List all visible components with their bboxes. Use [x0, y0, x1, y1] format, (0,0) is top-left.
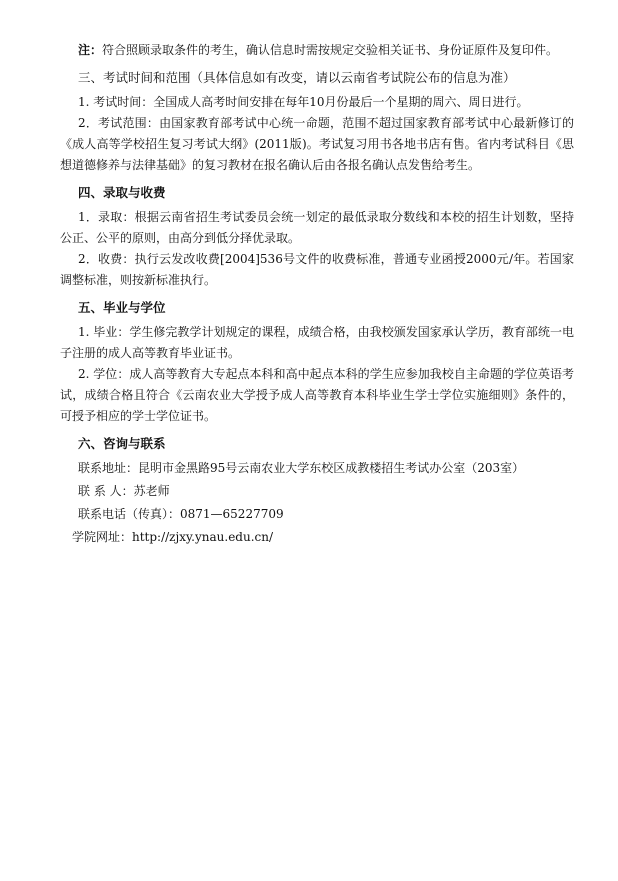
- fees-paragraph: 2．收费：执行云发改收费[2004]536号文件的收费标准，普通专业函授2000元/年。若国家调整标准，则按新标准执行。: [60, 252, 574, 287]
- note-text: 符合照顾录取条件的考生，确认信息时需按规定交验相关证书、身份证原件及复印件。: [102, 43, 559, 57]
- graduation-paragraph: 1. 毕业：学生修完教学计划规定的课程，成绩合格，由我校颁发国家承认学历，教育部统一电子注册的成人高等教育毕业证书。: [60, 325, 574, 360]
- section-4-heading: 四、录取与收费: [78, 185, 166, 200]
- note-label: 注：: [78, 43, 103, 57]
- admission-paragraph: 1．录取：根据云南省招生考试委员会统一划定的最低录取分数线和本校的招生计划数，坚持公正、公平的原则，由高分到低分择优录取。: [60, 210, 574, 245]
- section-3-title: 三、考试时间和范围: [78, 70, 191, 85]
- section-6-heading: 六、咨询与联系: [78, 436, 166, 451]
- contact-person: 联 系 人：苏老师: [78, 484, 170, 498]
- exam-time-paragraph: 1. 考试时间：全国成人高考时间安排在每年10月份最后一个星期的周六、周日进行。: [78, 95, 529, 109]
- exam-scope-paragraph: 2．考试范围：由国家教育部考试中心统一命题，范围不超过国家教育部考试中心最新修订的《成人高等学校招生复习考试大纲》(2011版)。考试复习用书各地书店有售。省内考试科目《思想道德修养与法律基础》的复习教材在报名确认后由各报名确认点发售给考生。: [60, 116, 574, 172]
- section-3-note: （具体信息如有改变，请以云南省考试院公布的信息为准）: [190, 70, 516, 85]
- admission-note: [60, 40, 574, 61]
- section-5-heading: 五、毕业与学位: [78, 300, 166, 315]
- college-website[interactable]: 学院网址：http://zjxy.ynau.edu.cn/: [72, 530, 274, 544]
- section-3-heading: [78, 67, 574, 88]
- contact-address: 联系地址：昆明市金黑路95号云南农业大学东校区成教楼招生考试办公室（203室）: [78, 461, 525, 475]
- degree-paragraph: 2. 学位：成人高等教育大专起点本科和高中起点本科的学生应参加我校自主命题的学位英语考试，成绩合格且符合《云南农业大学授予成人高等教育本科毕业生学士学位实施细则》条件的，可授予相应的学士学位证书。: [60, 367, 574, 423]
- contact-phone: 联系电话（传真）：0871—65227709: [78, 507, 284, 521]
